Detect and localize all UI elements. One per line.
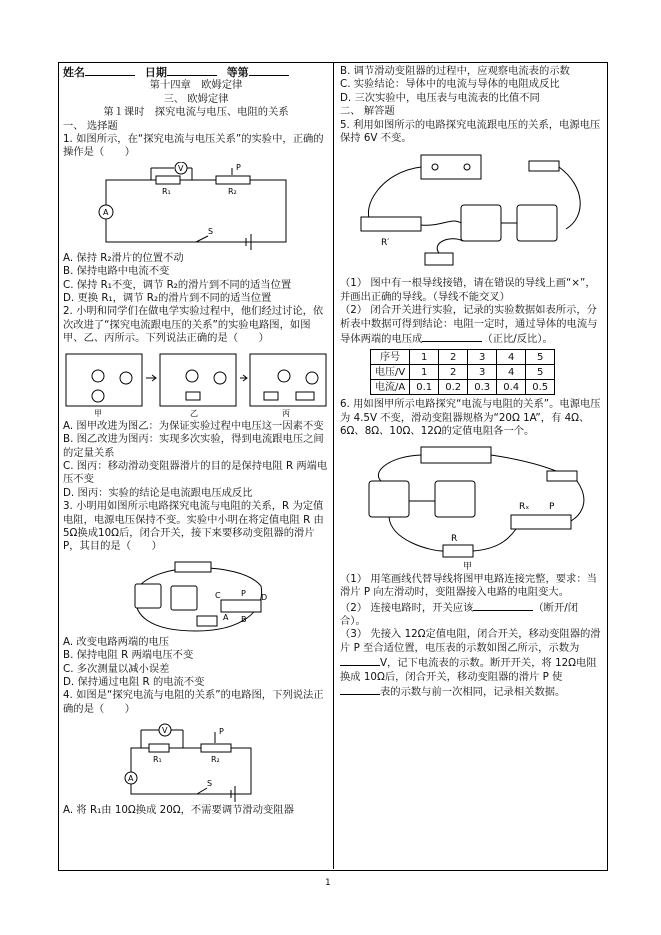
table-cell: 序号 [371,350,410,365]
q2-label-yi: 乙 [190,408,198,418]
q4-ammeter-label: A [128,774,134,784]
name-field[interactable] [85,65,135,76]
q6-rx-label: Rₓ [519,501,530,512]
lesson-title: 第１课时 探究电流与电压、电阻的关系 [103,106,289,119]
q4-switch-label: S [207,779,213,789]
q6-sub2-answer-blank[interactable] [473,600,533,611]
q6-sub3-middle: V，记下电流表的示数。断开开关，将 12Ω电阻换成 10Ω后，闭合开关，移动变阻器的滑片 P 使 [340,657,597,683]
q6-apparatus-figure [351,441,591,571]
q2-label-bing: 丙 [282,408,290,418]
q6-sub2 [340,600,602,629]
date-label: 日期 [144,66,167,79]
q5-stem: 5. 利用如图所示的电路探究电流跟电压的关系，电源电压保持 6V 不变。 [340,118,601,145]
right-column [340,65,602,699]
header-row [63,65,329,79]
q3-label-a: A [223,612,229,622]
q1-ammeter-label: A [103,207,109,217]
table-cell: 电压/V [371,365,410,380]
q3-label-d: D [261,592,268,602]
q3-option-a[interactable]: A. 改变电路两端的电压 [63,635,170,648]
q1-option-a[interactable]: A. 保持 R₂滑片的位置不动 [63,251,184,264]
q3-apparatus-figure [121,556,271,634]
q6-stem: 6. 用如图甲所示电路探究“电流与电阻的关系”。电源电压为 4.5V 不变，滑动变阻器规格为“20Ω 1A”，有 4Ω、6Ω、8Ω、10Ω、12Ω的定值电阻各一个。 [340,398,601,438]
table-cell: 3 [468,350,497,365]
q6-sub1: （1） 用笔画线代替导线将图甲电路连接完整，要求：当滑片 P 向左滑动时，变阻器接入电路的电阻变大。 [340,572,597,599]
q1-voltmeter-label: V [178,163,184,173]
q2-label-jia: 甲 [94,408,102,418]
q5-sub2-suffix: （正比/反比）。 [482,333,553,346]
q2-option-d[interactable]: D. 图丙：实验的结论是电流跟电压成反比 [63,486,253,499]
q6-sub2-text: （2） 连接电路时，开关应该 [340,601,474,614]
q1-option-b[interactable]: B. 保持电路中电流不变 [63,265,170,278]
q1-circuit-diagram [96,162,296,250]
q5-apparatus-figure [351,147,591,275]
table-cell: 1 [410,365,439,380]
table-row [371,365,555,380]
q2-option-b[interactable]: B. 图乙改进为图丙：实现多次实验，得到电流跟电压之间的定量关系 [63,433,324,459]
q2-option-a[interactable]: A. 图甲改进为图乙：为保证实验过程中电压这一因素不变 [63,419,324,432]
q4-r1-label: R₁ [153,755,162,765]
q1-slider-label: P [236,162,241,172]
table-cell: 0.2 [439,380,468,395]
q3-label-b: B [241,614,247,624]
name-label: 姓名 [63,66,85,79]
q5-sub1: （1） 图中有一根导线接错，请在错误的导线上画“×”，并画出正确的导线。（导线不能交叉） [340,277,596,303]
q6-figure-caption: 甲 [463,561,473,571]
table-cell: 5 [526,365,555,380]
table-header-row [371,350,555,365]
table-cell: 0.4 [497,380,526,395]
table-cell: 5 [526,350,555,365]
table-cell: 电流/A [371,380,410,395]
q6-r-label: R [451,533,458,544]
table-cell: 1 [410,350,439,365]
table-cell: 0.3 [468,380,497,395]
table-cell: 3 [468,365,497,380]
column-divider [333,62,334,869]
q6-sub3-voltage-blank[interactable] [340,655,380,666]
q4-option-a[interactable]: A. 将 R₁由 10Ω换成 20Ω，不需要调节滑动变阻器 [63,804,294,817]
q5-data-table [370,349,555,395]
q4-slider-label: P [219,727,224,737]
q6-sub2-suffix: （断开/闭合）。 [340,601,579,627]
q6-sub3 [340,628,602,699]
q3-option-c[interactable]: C. 多次测量以减小误差 [63,662,170,675]
q1-option-d[interactable]: D. 更换 R₁，调节 R₂的滑片到不同的适当位置 [63,292,272,305]
q1-option-c[interactable]: C. 保持 R₁不变，调节 R₂的滑片到不同的适当位置 [63,278,292,291]
part2-heading: 二、 解答题 [340,105,395,118]
section-title: 三、 欧姆定律 [163,92,229,105]
q5-rprime-label: R′ [381,238,390,249]
table-cell: 2 [439,365,468,380]
table-cell: 0.5 [526,380,555,395]
q4-circuit-diagram [121,718,271,802]
table-cell: 0.1 [410,380,439,395]
q3-option-b[interactable]: B. 保持电阻 R 两端电压不变 [63,649,194,662]
q5-sub2 [340,304,602,346]
page-number: 1 [325,878,331,888]
q3-option-d[interactable]: D. 保持通过电阻 R 的电流不变 [63,675,205,688]
q6-p-label: P [549,501,555,512]
q4-option-d[interactable]: D. 三次实验中，电压表与电流表的比值不同 [340,91,540,104]
q3-label-p: P [241,588,246,598]
q5-sub2-text: （2） 闭合开关进行实验，记录的实验数据如表所示，分析表中数据可得到结论：电阻一定时，通过导体的电流与导体两端的电压成 [340,304,598,346]
chapter-title: 第十四章 欧姆定律 [149,79,243,92]
left-column [63,65,329,818]
q6-sub3-end: 表的示数与前一次相同，记录相关数据。 [380,685,566,698]
q4-stem: 4. 如图是“探究电流与电阻的关系”的电路图，下列说法正确的是（ ） [63,689,324,715]
q6-sub3-text: （3） 先接入 12Ω定值电阻，闭合开关，移动变阻器的滑片 P 至合适位置，电压表的示数如图乙所示，示数为 [340,628,601,654]
table-cell: 4 [497,365,526,380]
q4-option-c[interactable]: C. 实验结论：导体中的电流与导体的电阻成反比 [340,78,560,91]
date-field[interactable] [167,65,217,76]
grade-label: 等第 [226,66,249,79]
q1-r2-label: R₂ [228,186,237,196]
table-row [371,380,555,395]
q5-sub2-answer-blank[interactable] [422,331,482,342]
q3-stem: 3. 小明用如图所示电路探究电流与电阻的关系，R 为定值电阻，电源电压保持不变。实验中小明在将定值电阻 R 由5Ω换成10Ω后，闭合开关，接下来要移动变阻器的滑片 P，其目的是（ ） [63,500,324,553]
table-cell: 4 [497,350,526,365]
q2-stem: 2. 小明和同学们在做电学实验过程中，他们经过讨论，依次改进了“探究电流跟电压的关系”的实验电路图，如图甲、乙、丙所示。下列说法正确的是（ ） [63,305,324,345]
table-cell: 2 [439,350,468,365]
q4-r2-label: R₂ [211,755,220,765]
q3-label-c: C [215,590,221,600]
grade-field[interactable] [249,65,289,76]
q2-circuit-diagrams [64,348,328,418]
q1-r1-label: R₁ [162,186,171,196]
q4-voltmeter-label: V [162,726,168,736]
part1-heading: 一、 选择题 [63,119,118,132]
q4-option-b[interactable]: B. 调节滑动变阻器的过程中，应观察电流表的示数 [340,65,570,77]
q2-option-c[interactable]: C. 图丙：移动滑动变阻器滑片的目的是保持电阻 R 两端电压不变 [63,459,328,486]
q1-switch-label: S [208,226,214,236]
q6-sub3-meter-blank[interactable] [340,684,380,695]
q1-stem: 1. 如图所示，在“探究电流与电压关系”的实验中，正确的操作是（ ） [63,133,324,159]
